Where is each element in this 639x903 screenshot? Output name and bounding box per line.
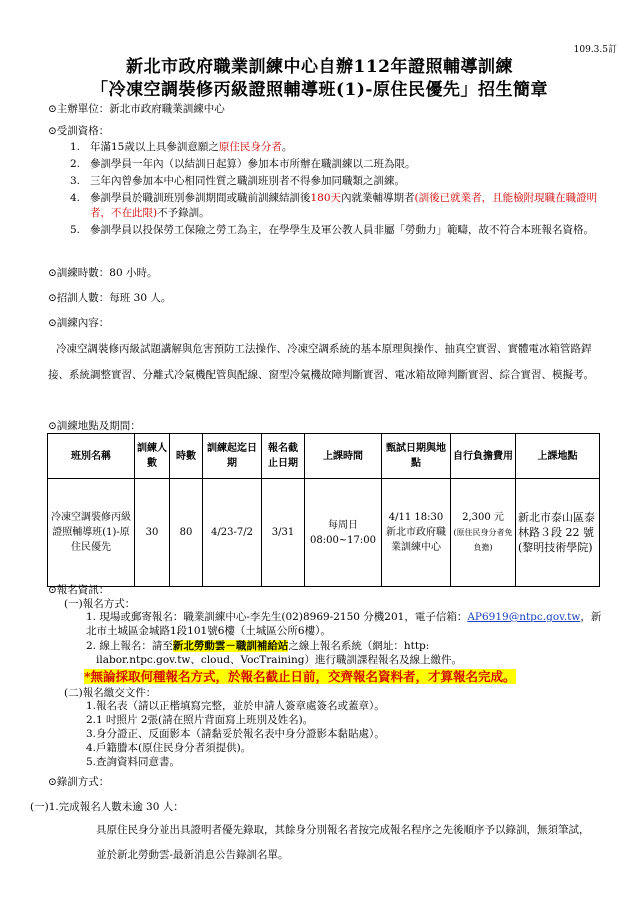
list-item: 5.查詢資料同意書。: [86, 756, 181, 768]
class-people: 30: [135, 479, 170, 587]
training-hours: ⊙訓練時數：80 小時。: [48, 267, 158, 279]
table-header: 自行負擔費用: [451, 434, 516, 479]
qualification-item: 1. 年滿15歲以上具參訓意願之原住民身分者。: [70, 141, 293, 153]
revision-date: 109.3.5訂: [573, 45, 617, 55]
docs-list: [86, 699, 385, 769]
table-header: 訓練人數: [135, 434, 170, 479]
class-location: 新北市泰山區泰林路３段 22 號(黎明技術學院): [516, 479, 600, 587]
class-hours: 80: [170, 479, 203, 587]
table-header: 時數: [170, 434, 203, 479]
content-heading: ⊙訓練內容：: [48, 317, 110, 329]
list-item: 1.報名表（請以正楷填寫完整，並於申請人簽章處簽名或蓋章）。: [86, 700, 385, 712]
list-item: 2.1 吋照片 2張(請在照片背面寫上班別及姓名)。: [86, 714, 314, 726]
table-header: 報名截止日期: [262, 434, 305, 479]
labor-cloud-link[interactable]: 新北勞動雲－職訓補給站: [172, 640, 289, 652]
email-link[interactable]: AP6919@ntpc.gov.tw: [467, 611, 581, 623]
schedule-table: [47, 433, 600, 587]
place-heading: ⊙訓練地點及期間：: [48, 420, 141, 432]
admission-paragraph: 具原住民身分並出具證明者優先錄取，其餘身分別報名者按完成報名程序之先後順序予以錄訓，無須筆試，並於新北勞動雲-最新消息公告錄訓名單。: [96, 824, 590, 861]
organizer: ⊙主辦單位：新北市政府職業訓練中心: [48, 103, 225, 115]
page-subtitle: 「冷凍空調裝修丙級證照輔導班(1)-原住民優先」招生簡章: [91, 80, 548, 100]
qualification-item: 3. 三年內曾參加本中心相同性質之職訓班別者不得參加同職類之訓練。: [70, 175, 405, 187]
signup-way-2-url: ilabor.ntpc.gov.tw、cloud、VocTraining）進行職訓課程報名及線上繳件。: [96, 654, 463, 666]
docs-heading: (二)報名繳交文件：: [64, 687, 157, 699]
table-header: 上課地點: [516, 434, 600, 479]
table-row: [48, 479, 600, 587]
list-item: 4.戶籍謄本(原住民身分者須提供)。: [86, 742, 252, 754]
qualification-item: 5. 參訓學員以投保勞工保險之勞工為主，在學學生及軍公教人員非屬「勞動力」範疇，故不符合本班報名資格。: [70, 224, 594, 236]
class-deadline: 3/31: [262, 479, 305, 587]
table-header: 上課時間: [305, 434, 382, 479]
list-item: 3.身分證正、反面影本（請黏妥於報名表中身分證影本黏貼處）。: [86, 728, 385, 740]
class-name: 冷凍空調裝修丙級證照輔導班(1)-原住民優先: [48, 479, 135, 587]
qualification-item: 2. 參訓學員一年內（以結訓日起算）參加本市所辦在職訓練以二班為限。: [70, 158, 416, 170]
class-fee: 2,300 元 (原住民身分者免負擔): [451, 479, 516, 587]
table-header: 甄試日期與地點: [382, 434, 451, 479]
recruit-count: ⊙招訓人數：每班 30 人。: [48, 292, 172, 304]
page-title: 新北市政府職業訓練中心自辦112年證照輔導訓練: [126, 57, 513, 77]
signup-way-heading: (一)報名方式：: [64, 598, 136, 610]
table-header: 班別名稱: [48, 434, 135, 479]
training-content: 冷凍空調裝修丙級試題講解與危害預防工法操作、冷凍空調系統的基本原理與操作、抽真空實習、實體電冰箱管路銲接、系統調整實習、分離式冷氣機配管與配線、窗型冷氣機故障判斷實習、電冰箱故障判斷實習、綜合實習、模擬考。: [48, 343, 594, 381]
class-period: 4/23-7/2: [203, 479, 262, 587]
exam-info: 4/11 18:30 新北市政府職業訓練中心: [382, 479, 451, 587]
admission-heading: ⊙錄訓方式：: [48, 776, 110, 788]
signup-notice: *無論採取何種報名方式，於報名截止日前，交齊報名資料者，才算報名完成。: [84, 669, 516, 684]
qualification-heading: ⊙受訓資格：: [48, 125, 110, 137]
qualification-list: [70, 140, 610, 240]
admission-rule-1: (一)1.完成報名人數未逾 30 人：: [30, 801, 184, 813]
class-time: 每周日 08:00~17:00: [305, 479, 382, 587]
table-header: 訓練起迄日 期: [203, 434, 262, 479]
qualification-item: 4. 參訓學員於職訓班別參訓期間或職前訓練結訓後180天內就業輔導期者(訓後已就業者，且能檢附現職在職證明者，不在此限)不予錄訓。: [70, 192, 598, 219]
signup-way-1: 1. 現場或郵寄報名：職業訓練中心-李先生(02)8969-2150 分機201，電子信箱：AP6919@ntpc.gov.tw，新北市土城區金城路1段101號6樓（土城區公所6樓）。: [86, 611, 602, 637]
signup-way-2: 2. 線上報名：請至新北勞動雲－職訓補給站之線上報名系統（網址：http:: [86, 640, 430, 652]
signup-heading: ⊙報名資訊：: [48, 584, 110, 596]
